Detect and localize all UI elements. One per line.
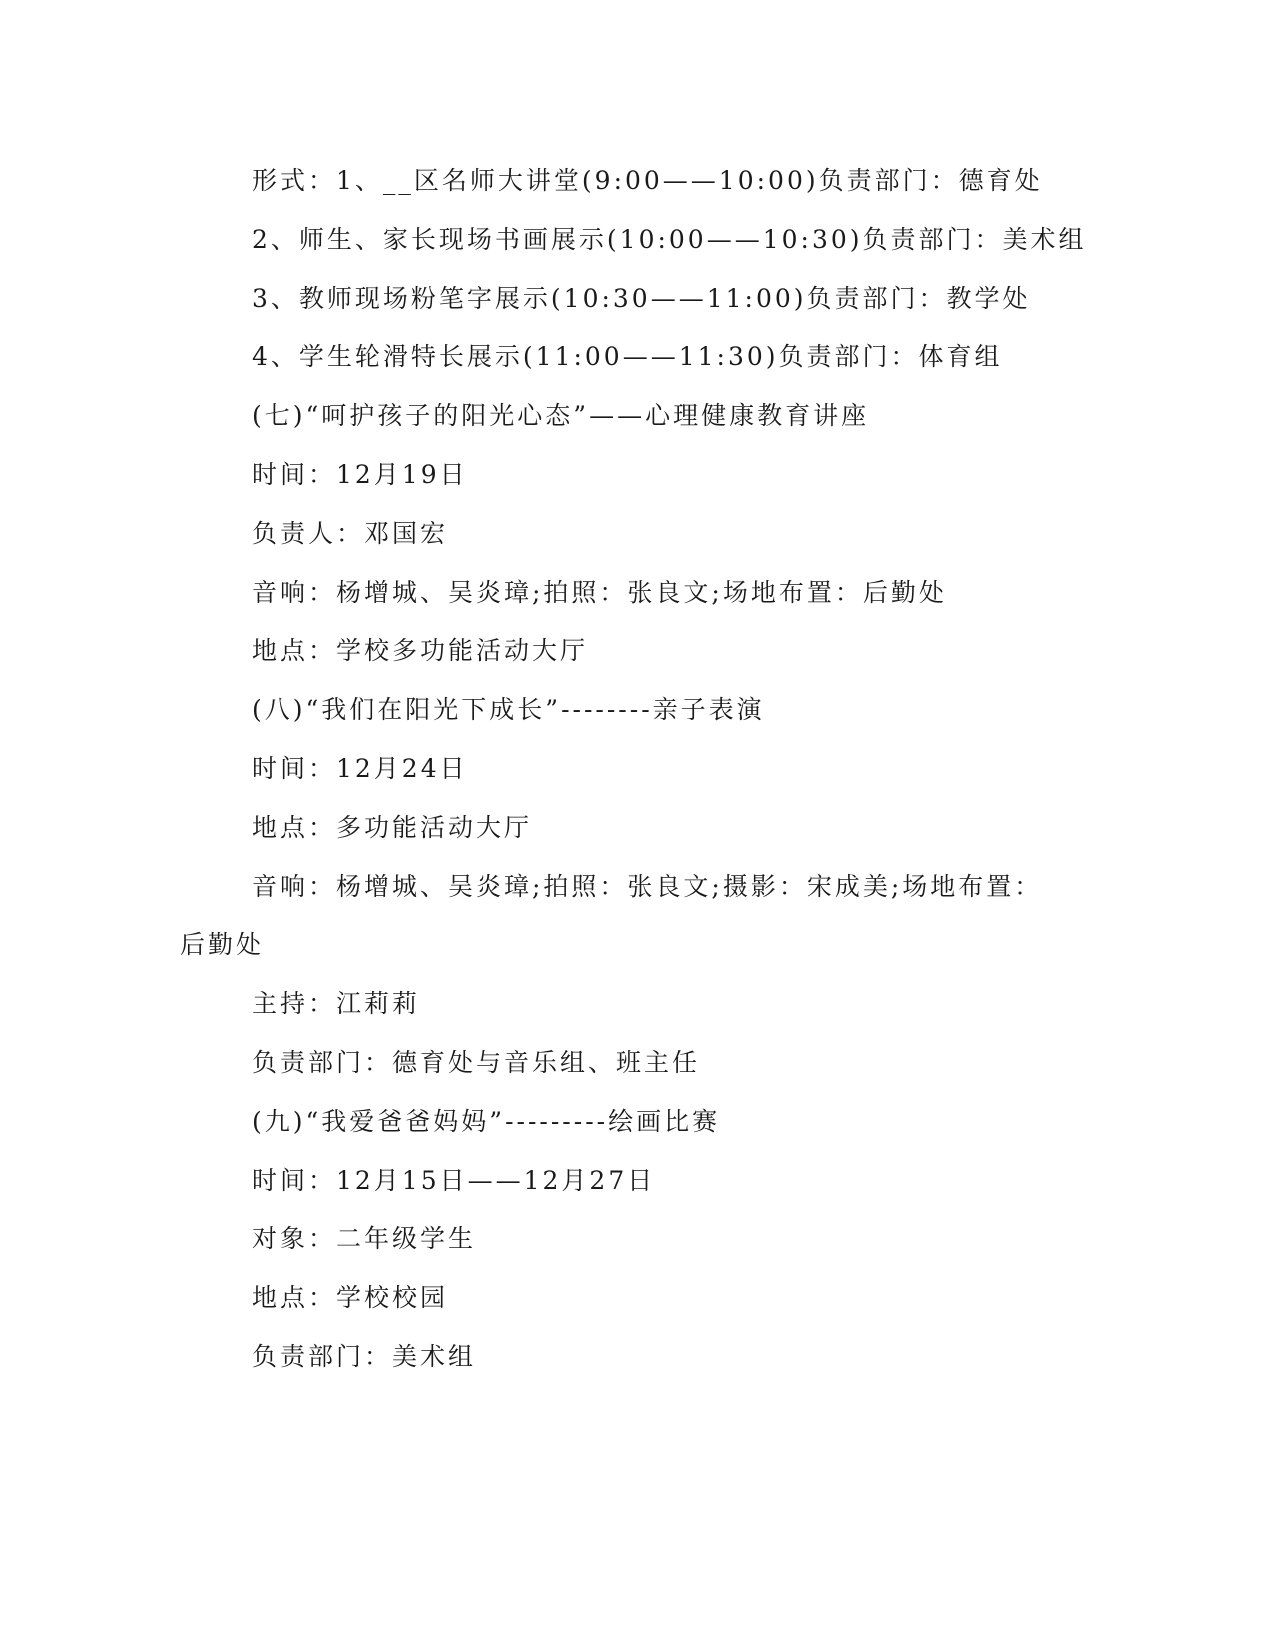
section-heading-7: (七)“呵护孩子的阳光心态”——心理健康教育讲座 [252,401,870,430]
text-line-item-3: 3、教师现场粉笔字展示(10:30——11:00)负责部门：教学处 [252,284,1031,313]
text-line-time-7: 时间：12月19日 [252,460,468,489]
text-line-format: 形式：1、__区名师大讲堂(9:00——10:00)负责部门：德育处 [252,166,1043,195]
text-line-staff-8: 音响：杨增城、吴炎璋;拍照：张良文;摄影：宋成美;场地布置： [252,872,1043,901]
text-line-staff-8-cont: 后勤处 [180,930,265,959]
text-line-owner-7: 负责人：邓国宏 [252,519,449,548]
text-line-place-9: 地点：学校校园 [252,1283,449,1312]
section-heading-8: (八)“我们在阳光下成长”--------亲子表演 [252,695,765,724]
text-line-dept-9: 负责部门：美术组 [252,1342,477,1371]
text-line-host-8: 主持：江莉莉 [252,989,421,1018]
text-line-dept-8: 负责部门：德育处与音乐组、班主任 [252,1048,701,1077]
text-line-time-8: 时间：12月24日 [252,754,468,783]
text-line-time-9: 时间：12月15日——12月27日 [252,1166,656,1195]
text-line-item-2: 2、师生、家长现场书画展示(10:00——10:30)负责部门：美术组 [252,225,1087,254]
text-line-staff-7: 音响：杨增城、吴炎璋;拍照：张良文;场地布置：后勤处 [252,578,947,607]
text-line-place-8: 地点：多功能活动大厅 [252,813,533,842]
text-line-target-9: 对象：二年级学生 [252,1224,477,1253]
text-line-item-4: 4、学生轮滑特长展示(11:00——11:30)负责部门：体育组 [252,342,1003,371]
section-heading-9: (九)“我爱爸爸妈妈”---------绘画比赛 [252,1107,721,1136]
text-line-place-7: 地点：学校多功能活动大厅 [252,636,589,665]
